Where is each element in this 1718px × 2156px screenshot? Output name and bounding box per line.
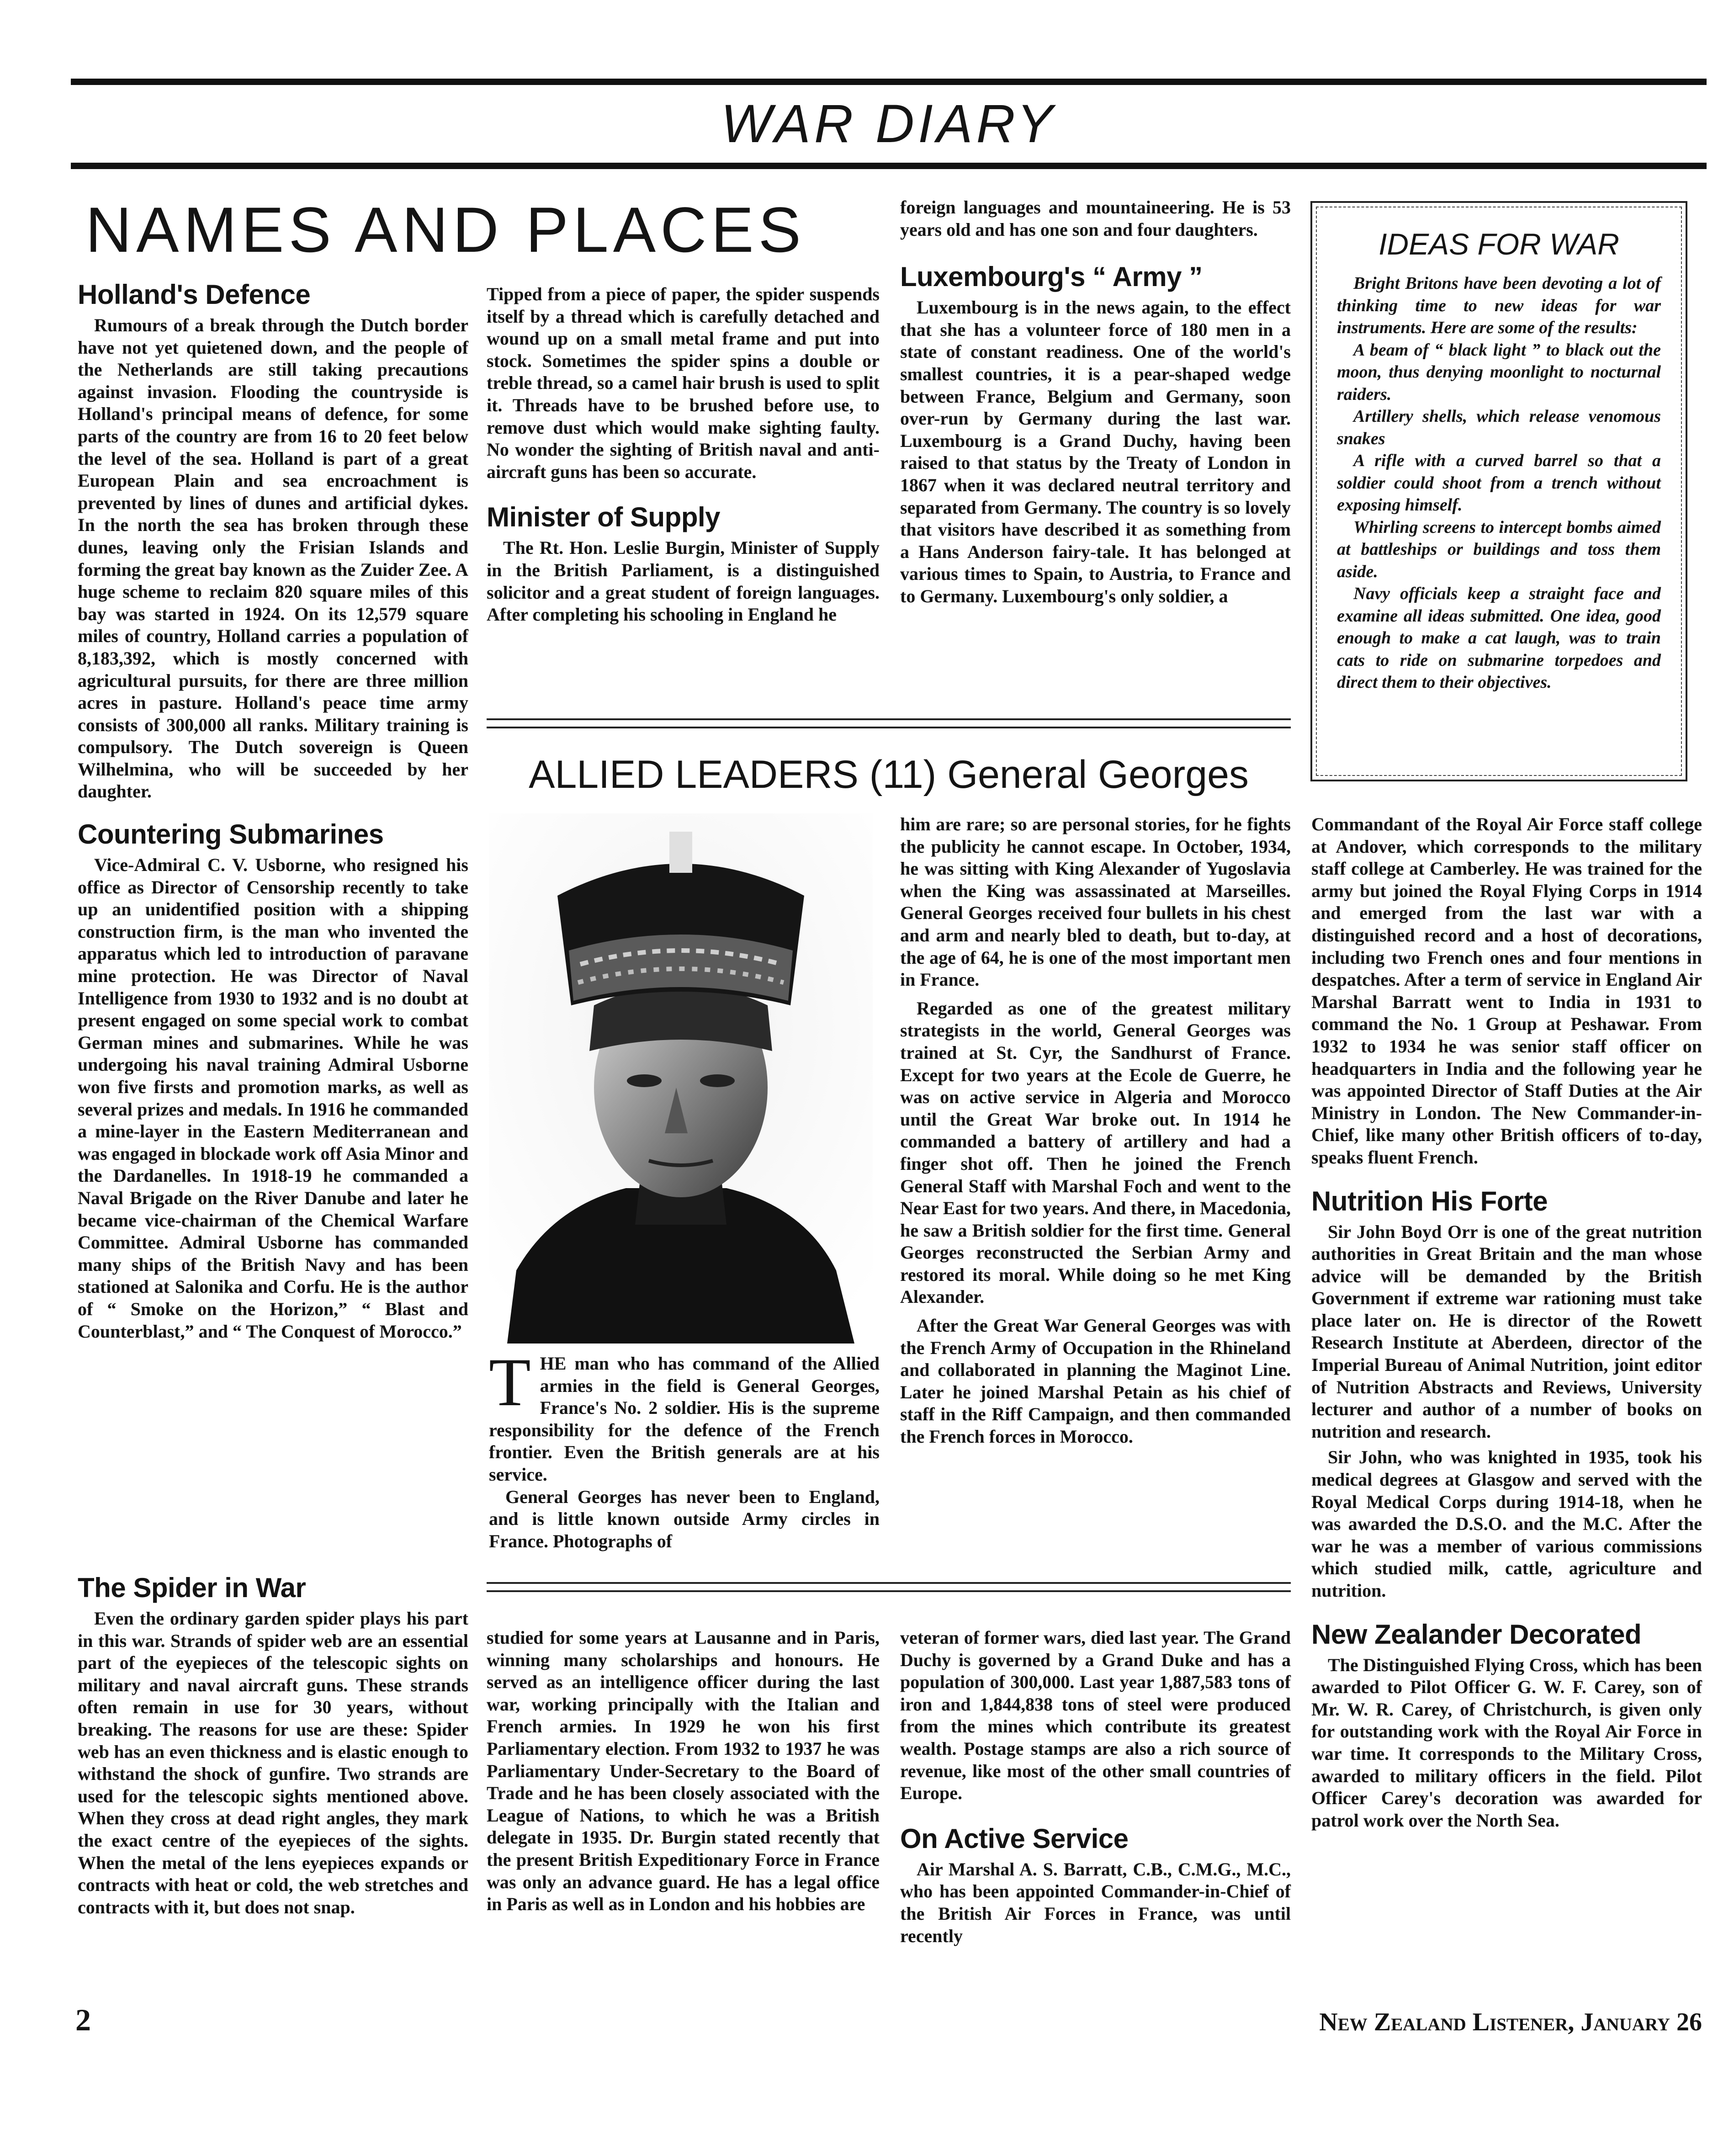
submarines-heading: Countering Submarines [78,819,384,850]
ideas-item: A beam of “ black light ” to black out the moon, thus denying moonlight to nocturnal raiders. [1337,340,1661,404]
column-1-bottom [78,1572,468,1983]
spider-text-a: Even the ordinary garden spider plays his part in this war. Strands of spider web are an essential part of the eyepieces of the telescopic sights on military and naval aircraft guns. These strands often remain in use for 30 years, without breaking. The reasons for use are these: Spider web has an even thickness and is elastic enough to withstand the shock of gunfire. Two strands are used for the telescopic sights mentioned above. When they cross at dead right angles, they mark the exact centre of the eyepieces of the sights. When the metal of the lens eyepieces expands or contracts with heat or cold, the web stretches and contracts with it, but does not snap. [78,1608,468,1917]
zealander-text: The Distinguished Flying Cross, which has been awarded to Pilot Officer G. W. F. Carey, son of Mr. W. R. Carey, of Christchurch, is given only for outstanding work with the Royal Air Force in war time. It corresponds to the Military Cross, awarded to military officers in the field. Pilot Officer Carey's decoration was awarded for patrol work over the North Sea. [1311,1654,1702,1831]
column-1-top [78,279,468,1577]
nutrition-p2: Sir John, who was knighted in 1935, took his medical degrees at Glasgow and served with the Royal Medical Corps during 1914-18, when he was awarded the D.S.O. and the M.C. After the war he was a member of various commissions which studied milk, cattle, agriculture and nutrition. [1311,1447,1702,1601]
column-3-top [900,196,1291,713]
ideas-item: Navy officials keep a straight face and examine all ideas submitted. One idea, good enough to make a cat laugh, was to train cats to ride on submarine torpedoes and direct them to their objectives. [1337,584,1661,692]
luxembourg-heading: Luxembourg's “ Army ” [900,261,1203,292]
top-rule [71,79,1707,85]
allied-leaders-bottom-rule [487,1582,1291,1592]
georges-p3: him are rare; so are personal stories, for he fights the publicity he cannot escape. In October, 1934, he was sitting with King Alexander of Yugoslavia when the King was assassinated at Marseilles. General Georges received four bullets in his chest and arm and nearly bled to death, but to-day, at the age of 64, he is one of the most important men in France. [900,814,1291,990]
active-text-b: Commandant of the Royal Air Force staff college at Andover, which corresponds to the military staff college at Camberley. He was trained for the army but joined the Royal Flying Corps in 1914 and emerged from the last war with a distinguished record and a host of decorations, including two French ones and four mentions in despatches. After a term of service in England Air Marshal Barratt went to India in 1931 to command the No. 1 Group at Peshawar. From 1932 to 1934 he was senior staff officer on headquarters in India and the following year he was appointed Director of Staff Duties at the Air Ministry in London. The New Commander-in-Chief, like many other British officers of to-day, speaks fluent French. [1311,814,1702,1168]
active-heading: On Active Service [900,1823,1129,1854]
spider-heading: The Spider in War [78,1572,306,1603]
supply-heading: Minister of Supply [487,502,721,533]
page-number: 2 [75,2002,91,2037]
ideas-box [1310,201,1687,781]
ideas-item: Whirling screens to intercept bombs aimed at battleships or buildings and toss them aside. [1337,517,1661,581]
ideas-intro: Bright Britons have been devoting a lot of thinking time to new ideas for war instruments. Here are some of the results: [1337,274,1661,337]
georges-p4: Regarded as one of the greatest military strategists in the world, General Georges was trained at St. Cyr, the Sandhurst of France. Except for two years at the Ecole de Guerre, he was on active service in Algeria and Morocco until the Great War broke out. In 1914 he commanded a battery of artillery and had a finger shot off. Then he joined the French General Staff with Marshal Foch and went to the Near East for two years. And there, in Macedonia, he saw a British soldier for the first time. General Georges reconstructed the Serbian Army and restored its moral. While doing so he met King Alexander. [900,998,1291,1307]
georges-lead: HE man who has command of the Allied armies in the field is General Georges, France's No. 2 soldier. His is the supreme responsibility for the defence of the French frontier. Even the British generals are at his service. [489,1353,880,1485]
nutrition-p1: Sir John Boyd Orr is one of the great nutrition authorities in Great Britain and the man whose advice will be demanded by the British Government if extreme war rationing must take place later on. He is director of the Rowett Research Institute at Aberdeen, director of the Imperial Bureau of Animal Nutrition, joint editor of Nutrition Abstracts and Reviews, University lecturer and author of a number of books on nutrition and research. [1311,1221,1702,1442]
column-3-bottom [900,1627,1291,1983]
holland-text: Rumours of a break through the Dutch border have not yet quietened down, and the people of the Netherlands are still taking precautions against invasion. Flooding the countryside is Holland's principal means of defence, for some parts of the country are from 16 to 20 feet below the level of the sea. Holland is part of a great European Plain and sea encroachment is prevented by lines of dunes and artificial dykes. In the north the sea has broken through these dunes, leaving only the Frisian Islands and forming the great bay known as the Zuider Zee. A huge scheme to reclaim 820 square miles of this bay was started in 1924. On its 12,579 square miles of country, Holland carries a population of 8,183,392, which is mostly concerned with agricultural pursuits, for there are three million acres in pasture. Holland's peace time army consists of 300,000 all ranks. Military training is compulsory. The Dutch sovereign is Queen Wilhelmina, who will be succeeded by her daughter. [78,315,468,802]
active-text-a: Air Marshal A. S. Barratt, C.B., C.M.G., M.C., who has been appointed Commander-in-Chief of the British Air Forces in France, was until recently [900,1859,1291,1946]
column-4 [1311,813,1702,1992]
holland-heading: Holland's Defence [78,279,311,310]
column-2-bottom [487,1627,880,1983]
zealander-heading: New Zealander Decorated [1311,1619,1642,1650]
georges-p2: General Georges has never been to England, and is little known outside Army circles in France. Photographs of [489,1486,880,1551]
ideas-heading: IDEAS FOR WAR [1379,227,1619,261]
luxembourg-text-b: veteran of former wars, died last year. The Grand Duchy is governed by a Grand Duke and has a population of 300,000. Last year 1,887,583 tons of iron and 1,844,838 tons of steel were produced from the mines which contribute its greatest wealth. Postage stamps are also a rich source of revenue, like most of the other small countries of Europe. [900,1627,1291,1804]
general-georges-portrait [489,813,873,1344]
column-2-top [487,283,880,713]
allied-leaders-top-rule [487,718,1291,728]
supply-text-b: studied for some years at Lausanne and in Paris, winning many scholarships and honours. He served as an intelligence officer during the last war, working principally with the Italian and French armies. In 1929 he won his first Parliamentary election. From 1932 to 1937 he was Parliamentary Under-Secretary to the Board of Trade and he has been closely associated with the League of Nations, to which he was a British delegate in 1935. Dr. Burgin stated recently that the present British Expeditionary Force in France was only an advance guard. He has a legal office in Paris as well as in London and his hobbies are [487,1627,880,1915]
spider-text-b: Tipped from a piece of paper, the spider suspends itself by a thread which is carefully detached and wound up on a small metal frame and put into stock. Sometimes the spider spins a double or treble thread, so a camel hair brush is used to split it. Threads have to be brushed before use, to remove dust which would make sighting faulty. No wonder the sighting of British naval and anti-aircraft guns has been so accurate. [487,284,880,482]
publication-footer: New Zealand Listener, January 26 [1319,2008,1702,2036]
georges-column-1 [489,1344,880,1563]
ideas-item: A rifle with a curved barrel so that a soldier could shoot from a trench without exposing himself. [1337,451,1661,515]
nutrition-heading: Nutrition His Forte [1311,1185,1548,1216]
georges-p5: After the Great War General Georges was with the French Army of Occupation in the Rhineland and collaborated in planning the Maginot Line. Later he joined Marshal Petain as his chief of staff in the Riff Campaign, and then commanded the French forces in Morocco. [900,1315,1291,1447]
georges-column-2 [900,813,1291,1572]
supply-text-c: foreign languages and mountaineering. He is 53 years old and has one son and four daughters. [900,197,1291,240]
ideas-item: Artillery shells, which release venomous snakes [1337,407,1661,448]
allied-leaders-heading: ALLIED LEADERS (11) General Georges [529,753,1249,797]
submarines-text: Vice-Admiral C. V. Usborne, who resigned his office as Director of Censorship recently to take up an unidentified position with a shipping construction firm, is the man who invented the apparatus which led to introduction of paravane mine protection. He was Director of Naval Intelligence from 1930 to 1932 and is no doubt at present engaged on some special work to combat German mines and submarines. While he was undergoing his naval training Admiral Usborne won five firsts and promotion marks, as well as several prizes and medals. In 1916 he commanded a mine-layer in the Eastern Mediterranean and was engaged in blockade work off Asia Minor and the Dardanelles. In 1918-19 he commanded a Naval Brigade on the River Danube and later he became vice-chairman of the Chemical Warfare Committee. Admiral Usborne has commanded many ships of the British Navy and has been stationed at Salonika and Corfu. He is the author of “ Smoke on the Horizon,” “ Blast and Counterblast,” and “ The Conquest of Morocco.” [78,855,468,1342]
supply-text-a: The Rt. Hon. Leslie Burgin, Minister of Supply in the British Parliament, is a distinguished solicitor and a great student of foreign languages. After completing his schooling in England he [487,537,880,625]
masthead-rule [71,163,1707,169]
drop-cap: T [489,1344,531,1420]
luxembourg-text-a: Luxembourg is in the news again, to the effect that she has a volunteer force of 180 men in a state of constant readiness. One of the world's smallest countries, it is a pear-shaped wedge between France, Belgium and Germany, soon over-run by Germany during the last war. Luxembourg is a Grand Duchy, having been raised to that status by the Treaty of London in 1867 when it was declared neutral territory and separated from Germany. The country is so lovely that visitors have described it as something from a Hans Anderson fairy-tale. It has belonged at various times to Spain, to Austria, to France and to Germany. Luxembourg's only soldier, a [900,297,1291,606]
page-title: NAMES AND PLACES [85,194,806,266]
masthead: WAR DIARY [721,94,1057,154]
